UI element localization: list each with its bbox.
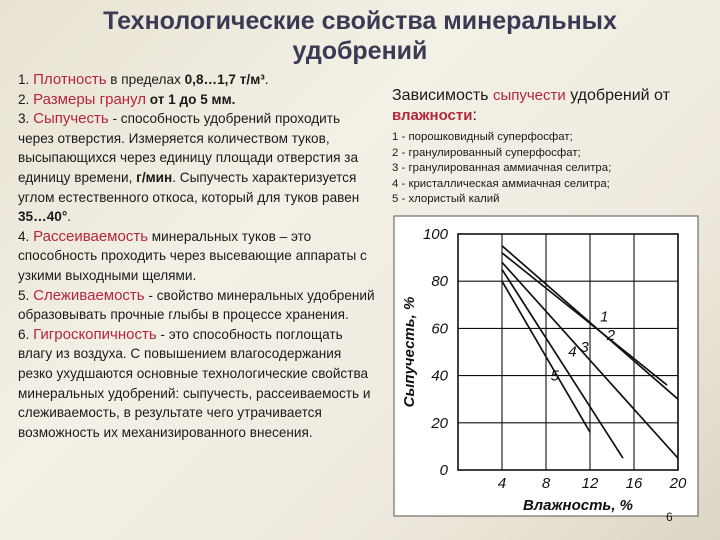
- property-text: 0,8…1,7 т/м³: [184, 72, 265, 87]
- legend-item: 3 - гранулированная аммиачная селитра;: [392, 162, 612, 174]
- item-number: 1.: [18, 72, 34, 87]
- page-number: 6: [666, 510, 673, 524]
- curve-label-3: 3: [580, 339, 589, 356]
- property-text: .: [67, 209, 72, 225]
- property-item: [18, 90, 378, 110]
- property-text: минеральных туков – это способность проходить через высевающие аппараты с узкими выходными щелями.: [18, 228, 367, 283]
- property-name: Рассеиваемость: [33, 227, 149, 245]
- property-item: [18, 286, 378, 325]
- item-number: 4.: [18, 228, 34, 244]
- y-tick-label: 40: [431, 367, 448, 385]
- curve-label-2: 2: [606, 327, 616, 345]
- chart-legend: [392, 130, 712, 208]
- y-tick-label: 80: [431, 273, 448, 291]
- property-text: г/мин: [136, 169, 173, 185]
- property-item: [18, 70, 378, 90]
- property-text: .: [264, 72, 269, 87]
- property-text: - свойство минеральных удобрений образовывать прочные глыбы в процессе хранения.: [18, 287, 375, 323]
- caption-part: :: [472, 107, 477, 124]
- chart-caption: [392, 86, 712, 126]
- property-name: Слеживаемость: [33, 286, 145, 304]
- y-tick-label: 100: [422, 226, 448, 243]
- property-name: Плотность: [33, 71, 107, 88]
- legend-item: 5 - хлористый калий: [392, 193, 500, 205]
- property-name: Сыпучесть: [33, 110, 109, 128]
- flowability-chart: [392, 214, 702, 520]
- y-tick-label: 0: [439, 462, 448, 479]
- property-text: в пределах: [106, 72, 185, 87]
- property-item: [18, 109, 378, 227]
- x-tick-label: 4: [497, 475, 507, 492]
- property-name: Гигроскопичность: [33, 325, 157, 343]
- property-item: [18, 227, 378, 286]
- curve-label-1: 1: [600, 308, 609, 326]
- item-number: 6.: [18, 326, 34, 342]
- y-axis-label: Сыпучесть, %: [401, 296, 418, 408]
- x-tick-label: 8: [541, 475, 551, 492]
- item-number: 5.: [18, 287, 34, 303]
- properties-list: [18, 70, 378, 442]
- caption-highlight-moisture: влажности: [392, 107, 473, 124]
- slide-title: Технологические свойства минеральных удобрений: [103, 7, 617, 65]
- x-axis-label: Влажность, %: [522, 497, 634, 514]
- curve-label-5: 5: [550, 367, 559, 385]
- legend-item: 4 - кристаллическая аммиачная селитра;: [392, 177, 610, 190]
- caption-part: удобрений от: [565, 87, 670, 104]
- property-item: [18, 325, 378, 443]
- y-tick-label: 60: [431, 320, 448, 338]
- property-text: - способность удобрений проходить через отверстия. Измеряется количеством туков, высыпающихся через единицу площади отверстия за единицу времени,: [18, 111, 359, 185]
- x-tick-label: 20: [669, 475, 687, 492]
- property-name: Размеры гранул: [33, 90, 146, 108]
- x-tick-label: 12: [581, 475, 599, 492]
- property-text: от 1 до 5 мм.: [146, 91, 236, 107]
- caption-highlight-flow: сыпучести: [492, 87, 566, 104]
- legend-item: 1 - порошковидный суперфосфат;: [392, 131, 573, 143]
- curve-label-4: 4: [568, 343, 577, 361]
- caption-part: Зависимость: [392, 87, 493, 104]
- item-number: 3.: [18, 111, 34, 127]
- legend-item: 2 - гранулированный суперфосфат;: [392, 146, 581, 159]
- y-tick-label: 20: [431, 414, 448, 432]
- item-number: 2.: [18, 91, 34, 107]
- x-tick-label: 16: [625, 475, 643, 492]
- property-text: - это способность поглощать влагу из воздуха. С повышением влагосодержания резко ухудшаются основные технологические свойства минеральных удобрений: сыпучесть, рассеиваемость и слеживаемость, в результате чего утрачивается возможность их механизированного внесения.: [18, 326, 371, 440]
- property-text: . Сыпучесть характеризуется углом естественного откоса, который для туков равен: [18, 169, 360, 205]
- property-text: 35…40°: [18, 209, 68, 225]
